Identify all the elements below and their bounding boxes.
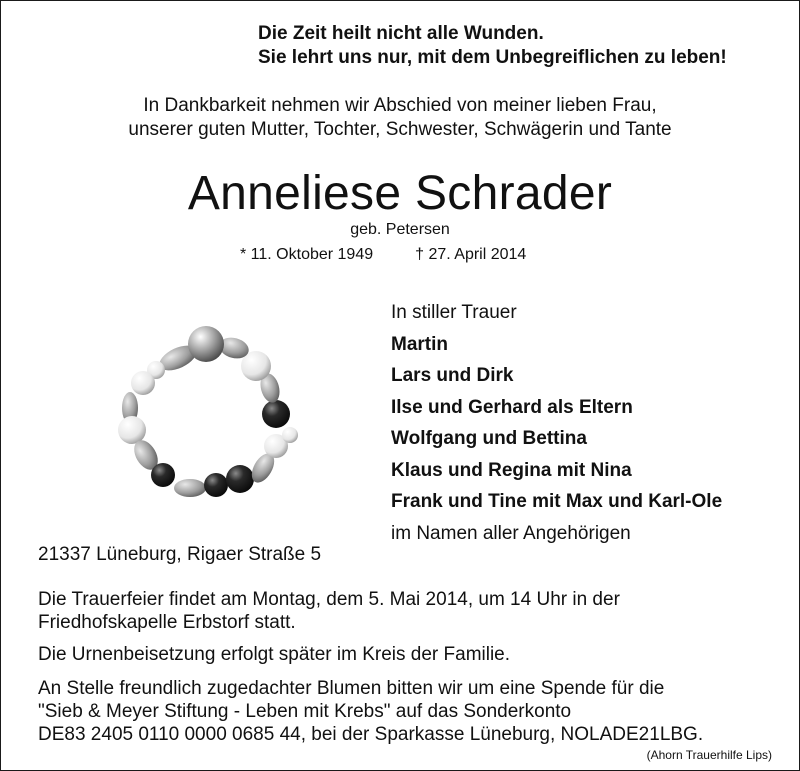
donation-line-2: "Sieb & Meyer Stiftung - Leben mit Krebs" auf das Sonderkonto xyxy=(38,701,572,722)
intro-line-2: unserer guten Mutter, Tochter, Schwester, Schwägerin und Tante xyxy=(128,119,672,140)
donation-line-3: DE83 2405 0110 0000 0685 44, bei der Sparkasse Lüneburg, NOLADE21LBG. xyxy=(38,724,704,745)
funeral-line-2: Friedhofskapelle Erbstorf statt. xyxy=(38,612,296,633)
life-dates xyxy=(240,244,526,266)
donation-notice xyxy=(38,677,703,746)
birth-date: * 11. Oktober 1949 xyxy=(240,246,374,263)
deceased-name: Anneliese Schrader xyxy=(187,167,613,220)
family-address: 21337 Lüneburg, Rigaer Straße 5 xyxy=(38,544,322,565)
urn-notice: Die Urnenbeisetzung erfolgt später im Kreis der Familie. xyxy=(38,644,511,665)
mourner-name: Klaus und Regina mit Nina xyxy=(391,459,632,481)
motto-line-1: Die Zeit heilt nicht alle Wunden. xyxy=(258,23,544,44)
bracelet-beads xyxy=(118,326,298,497)
intro-line-1: In Dankbarkeit nehmen wir Abschied von meiner lieben Frau, xyxy=(143,95,657,116)
birth-name: geb. Petersen xyxy=(350,221,450,238)
mourner-name: Ilse und Gerhard als Eltern xyxy=(391,396,633,418)
death-date: † 27. April 2014 xyxy=(415,246,527,263)
bead-bracelet-icon xyxy=(108,318,308,508)
intro-text xyxy=(0,94,800,142)
mourner-name: Frank und Tine mit Max und Karl-Ole xyxy=(391,491,723,512)
mourner-name: Martin xyxy=(391,333,448,355)
motto xyxy=(258,22,727,70)
mourners-footer: im Namen aller Angehörigen xyxy=(391,522,631,544)
mourners-list xyxy=(391,297,722,549)
motto-line-2: Sie lehrt uns nur, mit dem Unbegreiflichen zu leben! xyxy=(258,47,727,68)
mourner-name: Lars und Dirk xyxy=(391,365,514,386)
funeral-line-1: Die Trauerfeier findet am Montag, dem 5. Mai 2014, um 14 Uhr in der xyxy=(38,589,620,610)
funeral-home-credit: (Ahorn Trauerhilfe Lips) xyxy=(646,748,772,762)
mourners-heading: In stiller Trauer xyxy=(391,302,517,323)
donation-line-1: An Stelle freundlich zugedachter Blumen bitten wir um eine Spende für die xyxy=(38,678,665,699)
mourner-name: Wolfgang und Bettina xyxy=(391,428,587,449)
funeral-notice xyxy=(38,588,620,634)
